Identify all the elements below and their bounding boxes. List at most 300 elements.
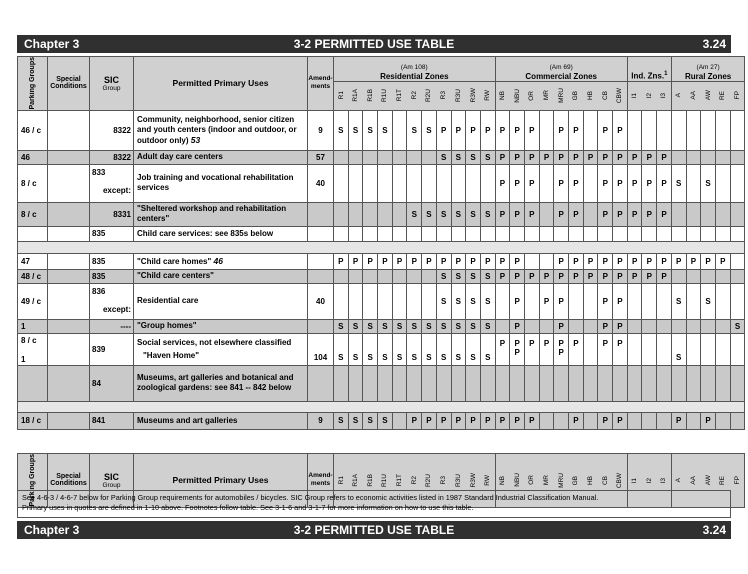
permission-cell-hb xyxy=(583,110,598,150)
parking-group-value: 49 / c xyxy=(21,296,42,306)
permission-cell-r1 xyxy=(334,412,349,429)
permission-cell-r3 xyxy=(436,283,451,319)
special-conditions-cell xyxy=(48,253,90,269)
zone-label: R1T xyxy=(396,474,404,487)
permission-cell-or xyxy=(524,333,539,365)
footer-chapter: Chapter 3 xyxy=(24,523,80,537)
permission-cell-a xyxy=(671,319,686,333)
permission-cell-r2 xyxy=(407,333,422,365)
permission-cell-r1a xyxy=(348,150,363,164)
permission-cell-mr xyxy=(539,269,554,283)
permission-cell-r3w xyxy=(466,202,481,226)
permission-cell-r2 xyxy=(407,365,422,401)
amendment-cell xyxy=(308,365,334,401)
permission-cell-i1 xyxy=(627,365,642,401)
permission-value: S xyxy=(367,125,373,135)
permission-cell-nbu xyxy=(510,253,525,269)
permission-cell-mru xyxy=(554,164,569,202)
zone-label: R3W xyxy=(469,473,477,488)
header-page: 3.24 xyxy=(702,37,726,51)
permission-cell-r1u xyxy=(378,269,393,283)
permission-cell-cb xyxy=(598,333,613,365)
parking-group-cell xyxy=(18,333,48,365)
permission-cell-fp xyxy=(730,202,745,226)
permission-value: P xyxy=(529,178,535,188)
permission-cell-a xyxy=(671,253,686,269)
permission-cell-i3 xyxy=(657,269,672,283)
sic-cell xyxy=(90,110,134,150)
zone-label: R2 xyxy=(410,91,418,100)
permission-cell-nbu xyxy=(510,412,525,429)
permission-cell-aa xyxy=(686,226,701,241)
permitted-use-text: Job training and vocational rehabilitation services xyxy=(137,173,294,193)
permission-value: P xyxy=(617,271,623,281)
permission-cell-rw xyxy=(480,253,495,269)
amendment-value: 40 xyxy=(316,296,325,306)
permission-value: P xyxy=(602,338,608,348)
amendment-cell xyxy=(308,319,334,333)
permission-cell-r1a xyxy=(348,202,363,226)
permission-value: P xyxy=(367,256,373,266)
group-label: Rural Zones xyxy=(685,71,732,81)
permission-cell-r1 xyxy=(334,202,349,226)
permission-value: P xyxy=(573,271,579,281)
zone-label: CBW xyxy=(616,472,624,488)
permission-cell-r3u xyxy=(451,333,466,365)
permission-cell-mr xyxy=(539,164,554,202)
amendment-value: 9 xyxy=(318,416,323,426)
permission-cell-fp xyxy=(730,412,745,429)
permission-cell-i2 xyxy=(642,283,657,319)
permitted-use-cell xyxy=(134,150,308,164)
permission-value: S xyxy=(352,125,359,135)
permitted-use-text: Community, neighborhood, senior citizen and youth centers (indoor and outdoor, or outdoor only) xyxy=(137,114,297,145)
permission-value: S xyxy=(440,321,447,331)
permission-cell-r1b xyxy=(363,164,378,202)
permission-cell-nbu xyxy=(510,319,525,333)
amendment-cell xyxy=(308,226,334,241)
col-permitted-uses xyxy=(134,57,308,111)
permission-cell-i2 xyxy=(642,164,657,202)
permission-cell-nbu xyxy=(510,365,525,401)
zone-label: AA xyxy=(689,91,697,100)
zone-label: I2 xyxy=(645,477,653,483)
permission-cell-nb xyxy=(495,283,510,319)
permission-value: S xyxy=(352,321,359,331)
use-footnote: 53 xyxy=(190,134,201,145)
parking-group-value: 8 / c xyxy=(21,209,37,219)
permission-cell-or xyxy=(524,110,539,150)
permission-cell-aw xyxy=(701,150,716,164)
permission-cell-nb xyxy=(495,319,510,333)
permission-cell-r3 xyxy=(436,226,451,241)
permission-cell-a xyxy=(671,283,686,319)
sic-value: 833 xyxy=(92,167,106,177)
permission-value: S xyxy=(338,352,344,362)
zone-col-r1a xyxy=(348,81,363,110)
permission-cell-r3u xyxy=(451,412,466,429)
permitted-use-text: Adult day care centers xyxy=(137,152,223,162)
amendment-cell xyxy=(308,333,334,365)
permission-cell-r1t xyxy=(392,253,407,269)
permission-value: P xyxy=(617,256,623,266)
footer-page: 3.24 xyxy=(702,523,726,537)
zone-col-gb xyxy=(569,81,584,110)
permission-cell-r1u xyxy=(378,333,393,365)
permission-cell-r1b xyxy=(363,269,378,283)
permitted-use-cell xyxy=(134,202,308,226)
permission-cell-r3w xyxy=(466,150,481,164)
permission-cell-fp xyxy=(730,253,745,269)
sic-cell xyxy=(90,202,134,226)
zone-label: R2U xyxy=(425,89,433,103)
permission-cell-nb xyxy=(495,226,510,241)
permission-cell-fp xyxy=(730,269,745,283)
header-group-row xyxy=(18,57,745,82)
col-label: Parking Groups xyxy=(29,57,36,110)
special-conditions-cell xyxy=(48,283,90,319)
permission-cell-cb xyxy=(598,319,613,333)
permission-value: P xyxy=(617,321,623,331)
zone-col-r1t xyxy=(392,81,407,110)
permission-cell-cb xyxy=(598,202,613,226)
zone-label: AA xyxy=(689,475,697,485)
permission-cell-r1u xyxy=(378,164,393,202)
permission-cell-re xyxy=(715,412,730,429)
zone-col-fp xyxy=(730,454,745,508)
permitted-use-text: Social services, not elsewhere classified xyxy=(137,337,292,347)
header-title: 3-2 PERMITTED USE TABLE xyxy=(293,37,455,51)
permission-value: P xyxy=(646,271,652,281)
permission-cell-r1u xyxy=(378,226,393,241)
permission-value: P xyxy=(573,416,579,426)
permission-cell-i1 xyxy=(627,150,642,164)
spacer-cell xyxy=(18,241,745,253)
spacer-row xyxy=(18,241,745,253)
parking-group-cell xyxy=(18,202,48,226)
col-label: SIC xyxy=(103,74,119,85)
zone-label: AW xyxy=(704,475,712,486)
parking-group-cell xyxy=(18,412,48,429)
sic-cell xyxy=(90,226,134,241)
permission-cell-i3 xyxy=(657,202,672,226)
permission-cell-r1u xyxy=(378,283,393,319)
sic-except: except: xyxy=(102,304,131,314)
permission-cell-rw xyxy=(480,319,495,333)
permission-cell-cbw xyxy=(613,202,628,226)
permission-cell-r2 xyxy=(407,269,422,283)
permission-cell-i1 xyxy=(627,283,642,319)
permission-value: S xyxy=(676,178,682,188)
col-label: Special Conditions xyxy=(50,76,87,91)
permission-value: P xyxy=(514,209,520,219)
note-line-1: See 4-6-3 / 4-6-7 below for Parking Group requirements for automobiles / bicycles. SIC Group refers to economic activities listed in 1987 Standard Industrial Classification Manual. xyxy=(22,493,599,502)
permission-value: S xyxy=(485,321,491,331)
zone-col-i1 xyxy=(627,81,642,110)
col-label: Special Conditions xyxy=(50,473,87,488)
permission-value: P xyxy=(573,178,579,188)
permission-value-2 xyxy=(525,348,539,357)
permission-cell-r3 xyxy=(436,412,451,429)
permission-cell-i1 xyxy=(627,412,642,429)
permission-cell-hb xyxy=(583,202,598,226)
group-amendment: (Am 69) xyxy=(549,63,573,71)
permission-value: S xyxy=(455,321,462,331)
permission-cell-fp xyxy=(730,110,745,150)
zone-col-i2 xyxy=(642,81,657,110)
permission-cell-r1t xyxy=(392,164,407,202)
permitted-use-cell xyxy=(134,333,308,365)
permission-value: S xyxy=(352,416,359,426)
permission-cell-aa xyxy=(686,269,701,283)
zone-label: MR xyxy=(543,90,550,101)
permission-value: P xyxy=(602,271,608,281)
zone-label: I2 xyxy=(645,92,653,99)
group-rural xyxy=(671,57,744,82)
permitted-use-cell xyxy=(134,283,308,319)
permission-cell-or xyxy=(524,164,539,202)
permission-value: P xyxy=(543,338,550,348)
table-row xyxy=(18,202,745,226)
group-label: Ind. Zns. xyxy=(631,71,665,81)
permission-cell-fp xyxy=(730,226,745,241)
permission-cell-r3w xyxy=(466,164,481,202)
zone-label: CB xyxy=(601,475,609,485)
permission-value: S xyxy=(470,352,476,362)
zone-col-r2u xyxy=(422,81,437,110)
parking-group-value: 47 xyxy=(21,256,30,266)
parking-group-cell xyxy=(18,283,48,319)
permission-cell-cb xyxy=(598,365,613,401)
permission-cell-r1a xyxy=(348,319,363,333)
permission-value: S xyxy=(367,416,373,426)
permission-cell-re xyxy=(715,110,730,150)
sic-value: 84 xyxy=(92,378,101,388)
zone-label: R3U xyxy=(454,89,462,103)
permission-cell-aa xyxy=(686,283,701,319)
permission-cell-mr xyxy=(539,319,554,333)
parking-group-cell xyxy=(18,150,48,164)
permission-value: P xyxy=(661,256,667,266)
permission-cell-r1u xyxy=(378,319,393,333)
group-amendment: (Am 27) xyxy=(696,63,720,71)
zone-label: R3 xyxy=(440,476,448,485)
permission-value: S xyxy=(411,352,417,362)
permission-value: P xyxy=(543,152,550,162)
permission-value: S xyxy=(426,209,432,219)
permission-cell-i3 xyxy=(657,412,672,429)
permission-cell-i1 xyxy=(627,202,642,226)
permission-value: S xyxy=(485,152,491,162)
permission-cell-gb xyxy=(569,226,584,241)
zone-label: I3 xyxy=(660,477,668,483)
permission-cell-r3w xyxy=(466,253,481,269)
permission-cell-aw xyxy=(701,412,716,429)
col-label: Amend-ments xyxy=(308,472,333,488)
permission-cell-aw xyxy=(701,269,716,283)
permission-cell-r2 xyxy=(407,283,422,319)
sic-except: except: xyxy=(102,185,131,195)
permission-cell-r2u xyxy=(422,164,437,202)
permission-cell-r1t xyxy=(392,319,407,333)
permission-cell-i3 xyxy=(657,226,672,241)
permission-cell-r1b xyxy=(363,319,378,333)
table-row xyxy=(18,319,745,333)
permission-value: S xyxy=(485,296,491,306)
permission-value: S xyxy=(485,271,491,281)
sic-value: ---- xyxy=(120,321,131,331)
permission-cell-r1 xyxy=(334,333,349,365)
permission-cell-cbw xyxy=(613,164,628,202)
permission-cell-r2u xyxy=(422,202,437,226)
zone-label: HB xyxy=(587,475,595,485)
permission-cell-nb xyxy=(495,412,510,429)
permitted-use-text: Museums and art galleries xyxy=(137,415,238,425)
permission-cell-a xyxy=(671,269,686,283)
permission-value: P xyxy=(529,271,535,281)
col-special-conditions xyxy=(48,57,90,111)
permission-cell-r1t xyxy=(392,269,407,283)
permission-value: P xyxy=(602,321,608,331)
permission-cell-r1b xyxy=(363,150,378,164)
permission-value-2 xyxy=(540,348,554,357)
zone-label: RE xyxy=(719,91,727,101)
zone-col-aw xyxy=(701,81,716,110)
permission-cell-cb xyxy=(598,110,613,150)
permission-cell-i2 xyxy=(642,269,657,283)
permission-cell-mr xyxy=(539,150,554,164)
permission-value-2 xyxy=(496,348,510,357)
permission-cell-r1u xyxy=(378,150,393,164)
permission-cell-or xyxy=(524,150,539,164)
permission-cell-re xyxy=(715,253,730,269)
zone-col-rw xyxy=(480,81,495,110)
zone-label: I1 xyxy=(631,477,639,483)
permission-cell-r3u xyxy=(451,283,466,319)
table-row xyxy=(18,412,745,429)
permission-cell-i3 xyxy=(657,150,672,164)
permission-value: P xyxy=(529,209,535,219)
permission-cell-r1 xyxy=(334,319,349,333)
permission-cell-r2u xyxy=(422,283,437,319)
permission-value: S xyxy=(338,125,344,135)
permission-cell-re xyxy=(715,283,730,319)
permission-cell-nb xyxy=(495,269,510,283)
special-conditions-cell xyxy=(48,365,90,401)
permission-cell-cbw xyxy=(613,150,628,164)
permission-cell-gb xyxy=(569,202,584,226)
permission-cell-r3w xyxy=(466,226,481,241)
permission-value: S xyxy=(470,152,476,162)
permission-cell-aw xyxy=(701,283,716,319)
col-label: Permitted Primary Uses xyxy=(172,78,269,89)
zone-label: R2U xyxy=(425,473,433,487)
permission-value: P xyxy=(558,152,564,162)
permission-value: P xyxy=(514,271,520,281)
permission-cell-nbu xyxy=(510,269,525,283)
permission-cell-r2 xyxy=(407,110,422,150)
permission-value: P xyxy=(617,125,623,135)
sic-value: 835 xyxy=(92,271,106,281)
permission-cell-r1t xyxy=(392,202,407,226)
permission-cell-r2u xyxy=(422,226,437,241)
table-row xyxy=(18,333,745,365)
permission-value: P xyxy=(499,256,506,266)
permission-cell-mr xyxy=(539,333,554,365)
permission-cell-r1 xyxy=(334,110,349,150)
sic-value: 8322 xyxy=(113,125,131,135)
special-conditions-cell xyxy=(48,202,90,226)
permission-value: S xyxy=(367,321,373,331)
parking-group-value: 8 / c xyxy=(21,178,37,188)
amendment-value: 57 xyxy=(316,152,325,162)
group-footnote: 1 xyxy=(664,70,668,77)
permission-value: P xyxy=(573,125,579,135)
permission-cell-or xyxy=(524,412,539,429)
zone-label: RW xyxy=(483,474,491,486)
permission-value: P xyxy=(646,256,652,266)
amendment-cell xyxy=(308,110,334,150)
table-note xyxy=(17,490,731,518)
permission-value: S xyxy=(382,321,388,331)
permission-cell-gb xyxy=(569,365,584,401)
permission-value: S xyxy=(426,352,432,362)
permission-value: P xyxy=(661,271,667,281)
permission-cell-fp xyxy=(730,319,745,333)
permission-cell-aa xyxy=(686,202,701,226)
zone-label: R1U xyxy=(381,89,389,103)
permission-cell-mr xyxy=(539,365,554,401)
permission-value: S xyxy=(396,321,403,331)
permission-cell-r1t xyxy=(392,150,407,164)
zone-col-r3 xyxy=(436,81,451,110)
permission-cell-nbu xyxy=(510,110,525,150)
group-label: Residential Zones xyxy=(380,71,449,81)
permission-value: P xyxy=(529,416,535,426)
permission-cell-hb xyxy=(583,164,598,202)
zone-label: RW xyxy=(483,90,491,101)
permission-value: P xyxy=(558,256,564,266)
permission-cell-r2 xyxy=(407,150,422,164)
zone-label: HB xyxy=(587,91,595,101)
permission-value: S xyxy=(411,125,417,135)
permission-cell-cbw xyxy=(613,365,628,401)
sic-value: 835 xyxy=(92,256,106,266)
permission-cell-rw xyxy=(480,365,495,401)
permission-cell-mru xyxy=(554,110,569,150)
zone-label: R3 xyxy=(440,91,448,100)
zone-col-hb xyxy=(583,81,598,110)
zone-label: FP xyxy=(733,91,741,100)
permission-cell-i2 xyxy=(642,319,657,333)
zone-label: MRU xyxy=(557,88,565,103)
permission-value: P xyxy=(426,256,432,266)
permission-cell-re xyxy=(715,333,730,365)
permission-cell-a xyxy=(671,333,686,365)
col-label: Permitted Primary Uses xyxy=(172,475,269,486)
col-label: Amend-ments xyxy=(308,75,333,91)
permission-value: P xyxy=(617,209,623,219)
permission-cell-mr xyxy=(539,202,554,226)
zone-col-fp xyxy=(730,81,745,110)
permission-cell-aw xyxy=(701,253,716,269)
permission-cell-rw xyxy=(480,412,495,429)
permission-cell-mru xyxy=(554,319,569,333)
permission-value: S xyxy=(411,321,417,331)
permission-cell-aa xyxy=(686,365,701,401)
permitted-use-cell xyxy=(134,164,308,202)
permission-cell-r3u xyxy=(451,164,466,202)
